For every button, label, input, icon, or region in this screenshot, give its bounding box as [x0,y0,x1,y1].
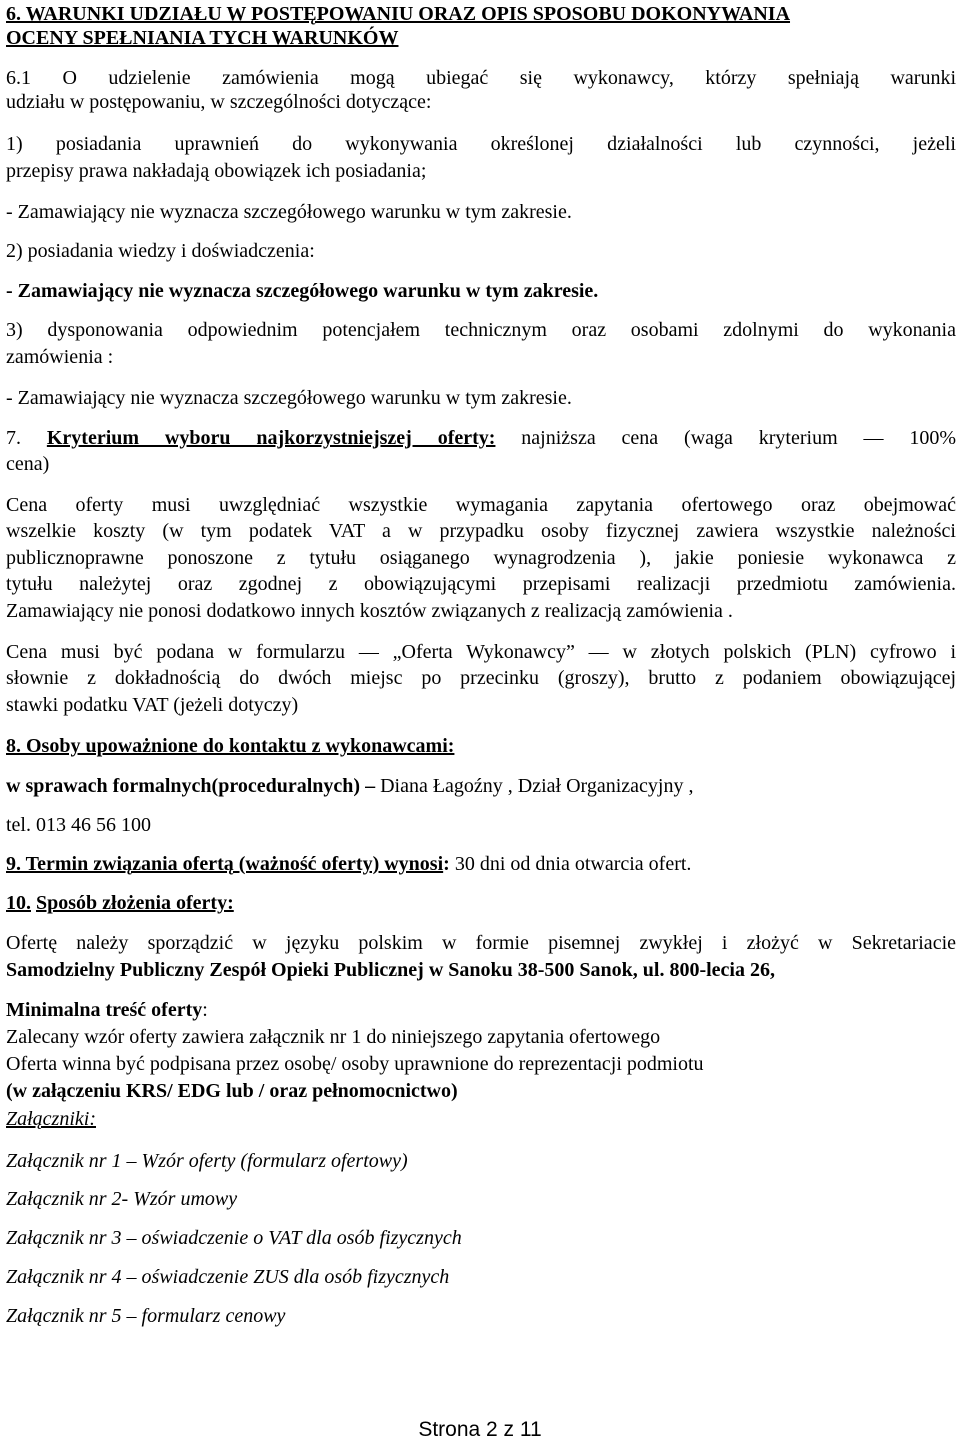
condition1-line1: 1) posiadania uprawnień do wykonywania określonej działalności lub czynności, jeżeli [6,133,956,155]
section6-heading-line1: 6. WARUNKI UDZIAŁU W POSTĘPOWANIU ORAZ OPIS SPOSOBU DOKONYWANIA [6,3,791,25]
price-paragraph-line1: Cena oferty musi uwzględniać wszystkie wymagania zapytania ofertowego oraz obejmować [6,494,956,516]
condition3-line2: zamówienia : [6,346,114,368]
submission-line1: Ofertę należy sporządzić w języku polskim w formie pisemnej zwykłej i złożyć w Sekretariacie [6,932,956,954]
section10-number: 10. [6,892,31,914]
price-paragraph-line4: tytułu należytej oraz zgodnej z obowiązującymi przepisami realizacji przedmiotu zamówienia. [6,573,956,595]
condition2-note: - Zamawiający nie wyznacza szczegółowego warunku w tym zakresie. [6,280,599,302]
price-form-line2-text: słownie z dokładnością do dwóch miejsc po przecinku (groszy) [6,667,625,689]
minimum-content-line3: (w załączeniu KRS/ EDG lub / oraz pełnomocnictwo) [6,1080,458,1102]
section8-formal-contact [6,774,956,798]
attachments-heading: Załączniki: [6,1108,96,1130]
section7-criterion-line [6,426,956,450]
section7-title: Kryterium wyboru najkorzystniejszej oferty: [46,427,496,449]
section6-intro-line2: udziału w postępowaniu, w szczególności dotyczące: [6,91,432,113]
condition3-note: - Zamawiający nie wyznacza szczegółowego warunku w tym zakresie. [6,387,572,409]
price-form-line2 [6,666,956,690]
page-number-footer: Strona 2 z 11 [418,1418,542,1441]
section8-title: 8. Osoby upoważnione do kontaktu z wykonawcami: [6,735,455,757]
section6-heading-line2: OCENY SPEŁNIANIA TYCH WARUNKÓW [6,27,399,49]
condition1-note: - Zamawiający nie wyznacza szczegółowego warunku w tym zakresie. [6,201,572,223]
section10-title: Sposób złożenia oferty: [36,892,234,914]
price-paragraph-line5: Zamawiający nie ponosi dodatkowo innych kosztów związanych z realizacją zamówienia . [6,600,733,622]
minimum-content-line2: Oferta winna być podpisana przez osobę/ osoby uprawnione do reprezentacji podmiotu [6,1053,704,1075]
price-paragraph-line3: publicznoprawne ponoszone z tytułu osiąganego wynagrodzenia ), jakie poniesie wykonawca z [6,547,956,569]
formal-label: w sprawach formalnych(proceduralnych) – [6,775,376,797]
attachment-item: Załącznik nr 1 – Wzór oferty (formularz ofertowy) [6,1150,408,1172]
minimum-content-label [6,998,956,1022]
attachment-item: Załącznik nr 2- Wzór umowy [6,1188,238,1210]
minimum-content-line1: Zalecany wzór oferty zawiera załącznik nr 1 do niniejszego zapytania ofertowego [6,1026,661,1048]
section6-intro-line1: 6.1 O udzielenie zamówienia mogą ubiegać się wykonawcy, którzy spełniają warunki [6,67,956,89]
section9-colon: : [443,853,450,875]
attachment-item: Załącznik nr 3 – oświadczenie o VAT dla osób fizycznych [6,1227,462,1249]
price-form-comma: , [624,667,630,689]
price-form-line2-rest: brutto z podaniem obowiązującej [629,667,957,689]
section7-criterion: najniższa cena (waga kryterium — 100% [495,427,956,449]
condition3-line1: 3) dysponowania odpowiednim potencjałem technicznym oraz osobami zdolnymi do wykonania [6,319,956,341]
attachment-item: Załącznik nr 5 – formularz cenowy [6,1305,286,1327]
minimum-content-colon: : [202,999,208,1021]
price-paragraph-line2: wszelkie koszty (w tym podatek VAT a w przypadku osoby fizycznej zawiera wszystkie należności [6,520,956,542]
section7-criterion-line2: cena) [6,453,50,475]
condition2: 2) posiadania wiedzy i doświadczenia: [6,240,315,262]
section10-heading [6,891,956,915]
submission-line2: Samodzielny Publiczny Zespół Opieki Publicznej w Sanoku 38-500 Sanok, ul. 800-lecia 26, [6,959,775,981]
section9-line [6,852,956,876]
section9-value: 30 dni od dnia otwarcia ofert. [449,853,692,875]
price-form-line3: stawki podatku VAT (jeżeli dotyczy) [6,694,299,716]
section9-title: 9. Termin związania ofertą (ważność oferty) wynosi [6,853,444,875]
attachment-item: Załącznik nr 4 – oświadczenie ZUS dla osób fizycznych [6,1266,450,1288]
section7-number: 7. [6,427,21,449]
price-form-line1: Cena musi być podana w formularzu — „Oferta Wykonawcy” — w złotych polskich (PLN) cyfrowo i [6,641,956,663]
formal-contact-value: Diana Łagoźny , Dział Organizacyjny , [375,775,694,797]
condition1-line2: przepisy prawa nakładają obowiązek ich posiadania; [6,160,427,182]
contact-phone: tel. 013 46 56 100 [6,814,151,836]
minimum-content-title: Minimalna treść oferty [6,999,203,1021]
